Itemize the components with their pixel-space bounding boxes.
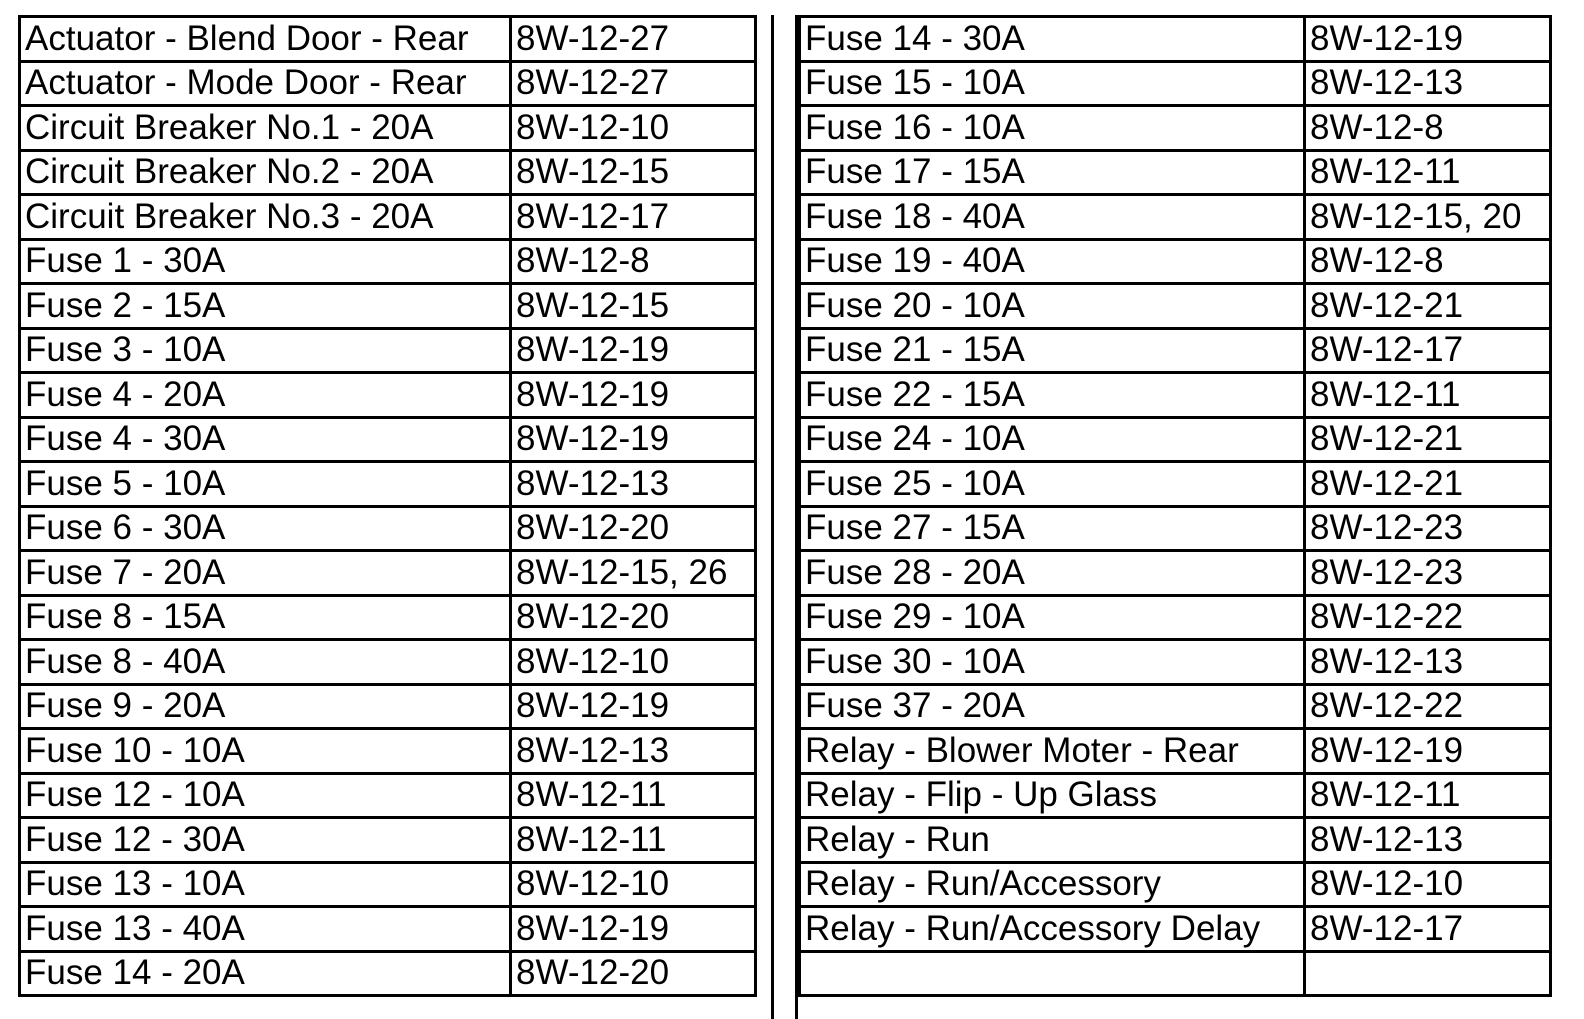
page-reference: 8W-12-20 — [511, 506, 756, 551]
component-name: Fuse 30 - 10A — [800, 640, 1305, 685]
page-reference: 8W-12-23 — [1305, 506, 1551, 551]
page-reference: 8W-12-15, 26 — [511, 551, 756, 596]
component-name: Fuse 10 - 10A — [20, 729, 511, 774]
table-row — [20, 951, 756, 996]
table-row — [800, 862, 1551, 907]
component-name: Relay - Run — [800, 818, 1305, 863]
page-reference: 8W-12-19 — [511, 684, 756, 729]
component-name: Fuse 20 - 10A — [800, 284, 1305, 329]
table-row — [800, 595, 1551, 640]
table-row — [20, 640, 756, 685]
component-name: Relay - Blower Moter - Rear — [800, 729, 1305, 774]
component-name: Fuse 24 - 10A — [800, 417, 1305, 462]
page-reference: 8W-12-10 — [511, 106, 756, 151]
page-reference: 8W-12-15 — [511, 150, 756, 195]
component-name: Relay - Flip - Up Glass — [800, 773, 1305, 818]
column-separator — [771, 15, 798, 1019]
component-name: Fuse 3 - 10A — [20, 328, 511, 373]
table-row — [20, 17, 756, 62]
page-reference: 8W-12-15, 20 — [1305, 195, 1551, 240]
page-reference: 8W-12-13 — [1305, 61, 1551, 106]
table-row — [800, 951, 1551, 996]
component-name: Fuse 18 - 40A — [800, 195, 1305, 240]
table-row — [20, 417, 756, 462]
component-name: Fuse 12 - 30A — [20, 818, 511, 863]
component-name: Fuse 16 - 10A — [800, 106, 1305, 151]
page-reference: 8W-12-11 — [1305, 773, 1551, 818]
page-reference — [1305, 951, 1551, 996]
table-row — [800, 106, 1551, 151]
table-row — [800, 373, 1551, 418]
table-row — [800, 551, 1551, 596]
table-row — [800, 150, 1551, 195]
page-reference: 8W-12-27 — [511, 17, 756, 62]
page-reference: 8W-12-17 — [1305, 328, 1551, 373]
table-row — [800, 284, 1551, 329]
component-name: Fuse 27 - 15A — [800, 506, 1305, 551]
table-row — [20, 506, 756, 551]
component-name: Fuse 25 - 10A — [800, 462, 1305, 507]
component-name: Fuse 9 - 20A — [20, 684, 511, 729]
page-reference: 8W-12-8 — [511, 239, 756, 284]
table-row — [800, 239, 1551, 284]
table-row — [800, 907, 1551, 952]
component-name: Fuse 5 - 10A — [20, 462, 511, 507]
component-name: Fuse 14 - 30A — [800, 17, 1305, 62]
component-name: Fuse 6 - 30A — [20, 506, 511, 551]
page-reference: 8W-12-10 — [1305, 862, 1551, 907]
page-reference: 8W-12-21 — [1305, 417, 1551, 462]
table-row — [800, 462, 1551, 507]
component-name: Fuse 2 - 15A — [20, 284, 511, 329]
table-row — [800, 684, 1551, 729]
component-name: Fuse 4 - 30A — [20, 417, 511, 462]
page-reference: 8W-12-19 — [511, 328, 756, 373]
table-row — [20, 595, 756, 640]
page-reference: 8W-12-13 — [1305, 640, 1551, 685]
component-name: Fuse 1 - 30A — [20, 239, 511, 284]
table-row — [800, 328, 1551, 373]
table-row — [800, 818, 1551, 863]
page-reference: 8W-12-22 — [1305, 595, 1551, 640]
component-name: Fuse 12 - 10A — [20, 773, 511, 818]
page-reference: 8W-12-8 — [1305, 106, 1551, 151]
page-reference: 8W-12-17 — [511, 195, 756, 240]
page-reference: 8W-12-21 — [1305, 462, 1551, 507]
component-index-table-right — [798, 15, 1552, 997]
page-reference: 8W-12-19 — [511, 373, 756, 418]
page-reference: 8W-12-20 — [511, 951, 756, 996]
table-row — [20, 818, 756, 863]
component-name — [800, 951, 1305, 996]
component-name: Circuit Breaker No.3 - 20A — [20, 195, 511, 240]
table-row — [20, 106, 756, 151]
table-row — [20, 773, 756, 818]
page-reference: 8W-12-23 — [1305, 551, 1551, 596]
page-reference: 8W-12-11 — [1305, 373, 1551, 418]
component-name: Fuse 4 - 20A — [20, 373, 511, 418]
page-reference: 8W-12-19 — [1305, 729, 1551, 774]
table-row — [20, 61, 756, 106]
component-name: Fuse 13 - 10A — [20, 862, 511, 907]
table-row — [800, 506, 1551, 551]
component-name: Fuse 37 - 20A — [800, 684, 1305, 729]
page-reference: 8W-12-19 — [511, 417, 756, 462]
page-reference: 8W-12-19 — [511, 907, 756, 952]
component-name: Fuse 17 - 15A — [800, 150, 1305, 195]
table-row — [20, 684, 756, 729]
page-reference: 8W-12-27 — [511, 61, 756, 106]
page-reference: 8W-12-15 — [511, 284, 756, 329]
component-name: Actuator - Blend Door - Rear — [20, 17, 511, 62]
table-row — [800, 61, 1551, 106]
table-row — [20, 907, 756, 952]
page-reference: 8W-12-13 — [511, 729, 756, 774]
component-name: Fuse 13 - 40A — [20, 907, 511, 952]
table-row — [20, 239, 756, 284]
page-reference: 8W-12-11 — [1305, 150, 1551, 195]
table-row — [20, 328, 756, 373]
table-row — [800, 195, 1551, 240]
table-row — [800, 729, 1551, 774]
component-name: Fuse 15 - 10A — [800, 61, 1305, 106]
page-reference: 8W-12-19 — [1305, 17, 1551, 62]
table-row — [20, 150, 756, 195]
component-name: Fuse 8 - 40A — [20, 640, 511, 685]
component-name: Relay - Run/Accessory Delay — [800, 907, 1305, 952]
page-reference: 8W-12-17 — [1305, 907, 1551, 952]
page-reference: 8W-12-13 — [1305, 818, 1551, 863]
table-row — [20, 862, 756, 907]
component-name: Fuse 28 - 20A — [800, 551, 1305, 596]
page-reference: 8W-12-8 — [1305, 239, 1551, 284]
table-row — [20, 195, 756, 240]
page-reference: 8W-12-20 — [511, 595, 756, 640]
table-row — [800, 417, 1551, 462]
table-row — [20, 284, 756, 329]
table-row — [20, 551, 756, 596]
table-row — [800, 17, 1551, 62]
component-name: Circuit Breaker No.2 - 20A — [20, 150, 511, 195]
component-name: Fuse 29 - 10A — [800, 595, 1305, 640]
page-reference: 8W-12-10 — [511, 640, 756, 685]
page-reference: 8W-12-11 — [511, 818, 756, 863]
component-name: Fuse 8 - 15A — [20, 595, 511, 640]
table-row — [20, 729, 756, 774]
page-reference: 8W-12-21 — [1305, 284, 1551, 329]
component-name: Fuse 19 - 40A — [800, 239, 1305, 284]
component-name: Relay - Run/Accessory — [800, 862, 1305, 907]
table-row — [800, 640, 1551, 685]
page-reference: 8W-12-13 — [511, 462, 756, 507]
table-row — [800, 773, 1551, 818]
component-name: Fuse 21 - 15A — [800, 328, 1305, 373]
page-reference: 8W-12-22 — [1305, 684, 1551, 729]
table-row — [20, 373, 756, 418]
table-row — [20, 462, 756, 507]
component-name: Fuse 14 - 20A — [20, 951, 511, 996]
component-name: Actuator - Mode Door - Rear — [20, 61, 511, 106]
page-reference: 8W-12-11 — [511, 773, 756, 818]
component-name: Circuit Breaker No.1 - 20A — [20, 106, 511, 151]
component-index-table-left — [18, 15, 757, 997]
component-name: Fuse 7 - 20A — [20, 551, 511, 596]
component-name: Fuse 22 - 15A — [800, 373, 1305, 418]
page-reference: 8W-12-10 — [511, 862, 756, 907]
